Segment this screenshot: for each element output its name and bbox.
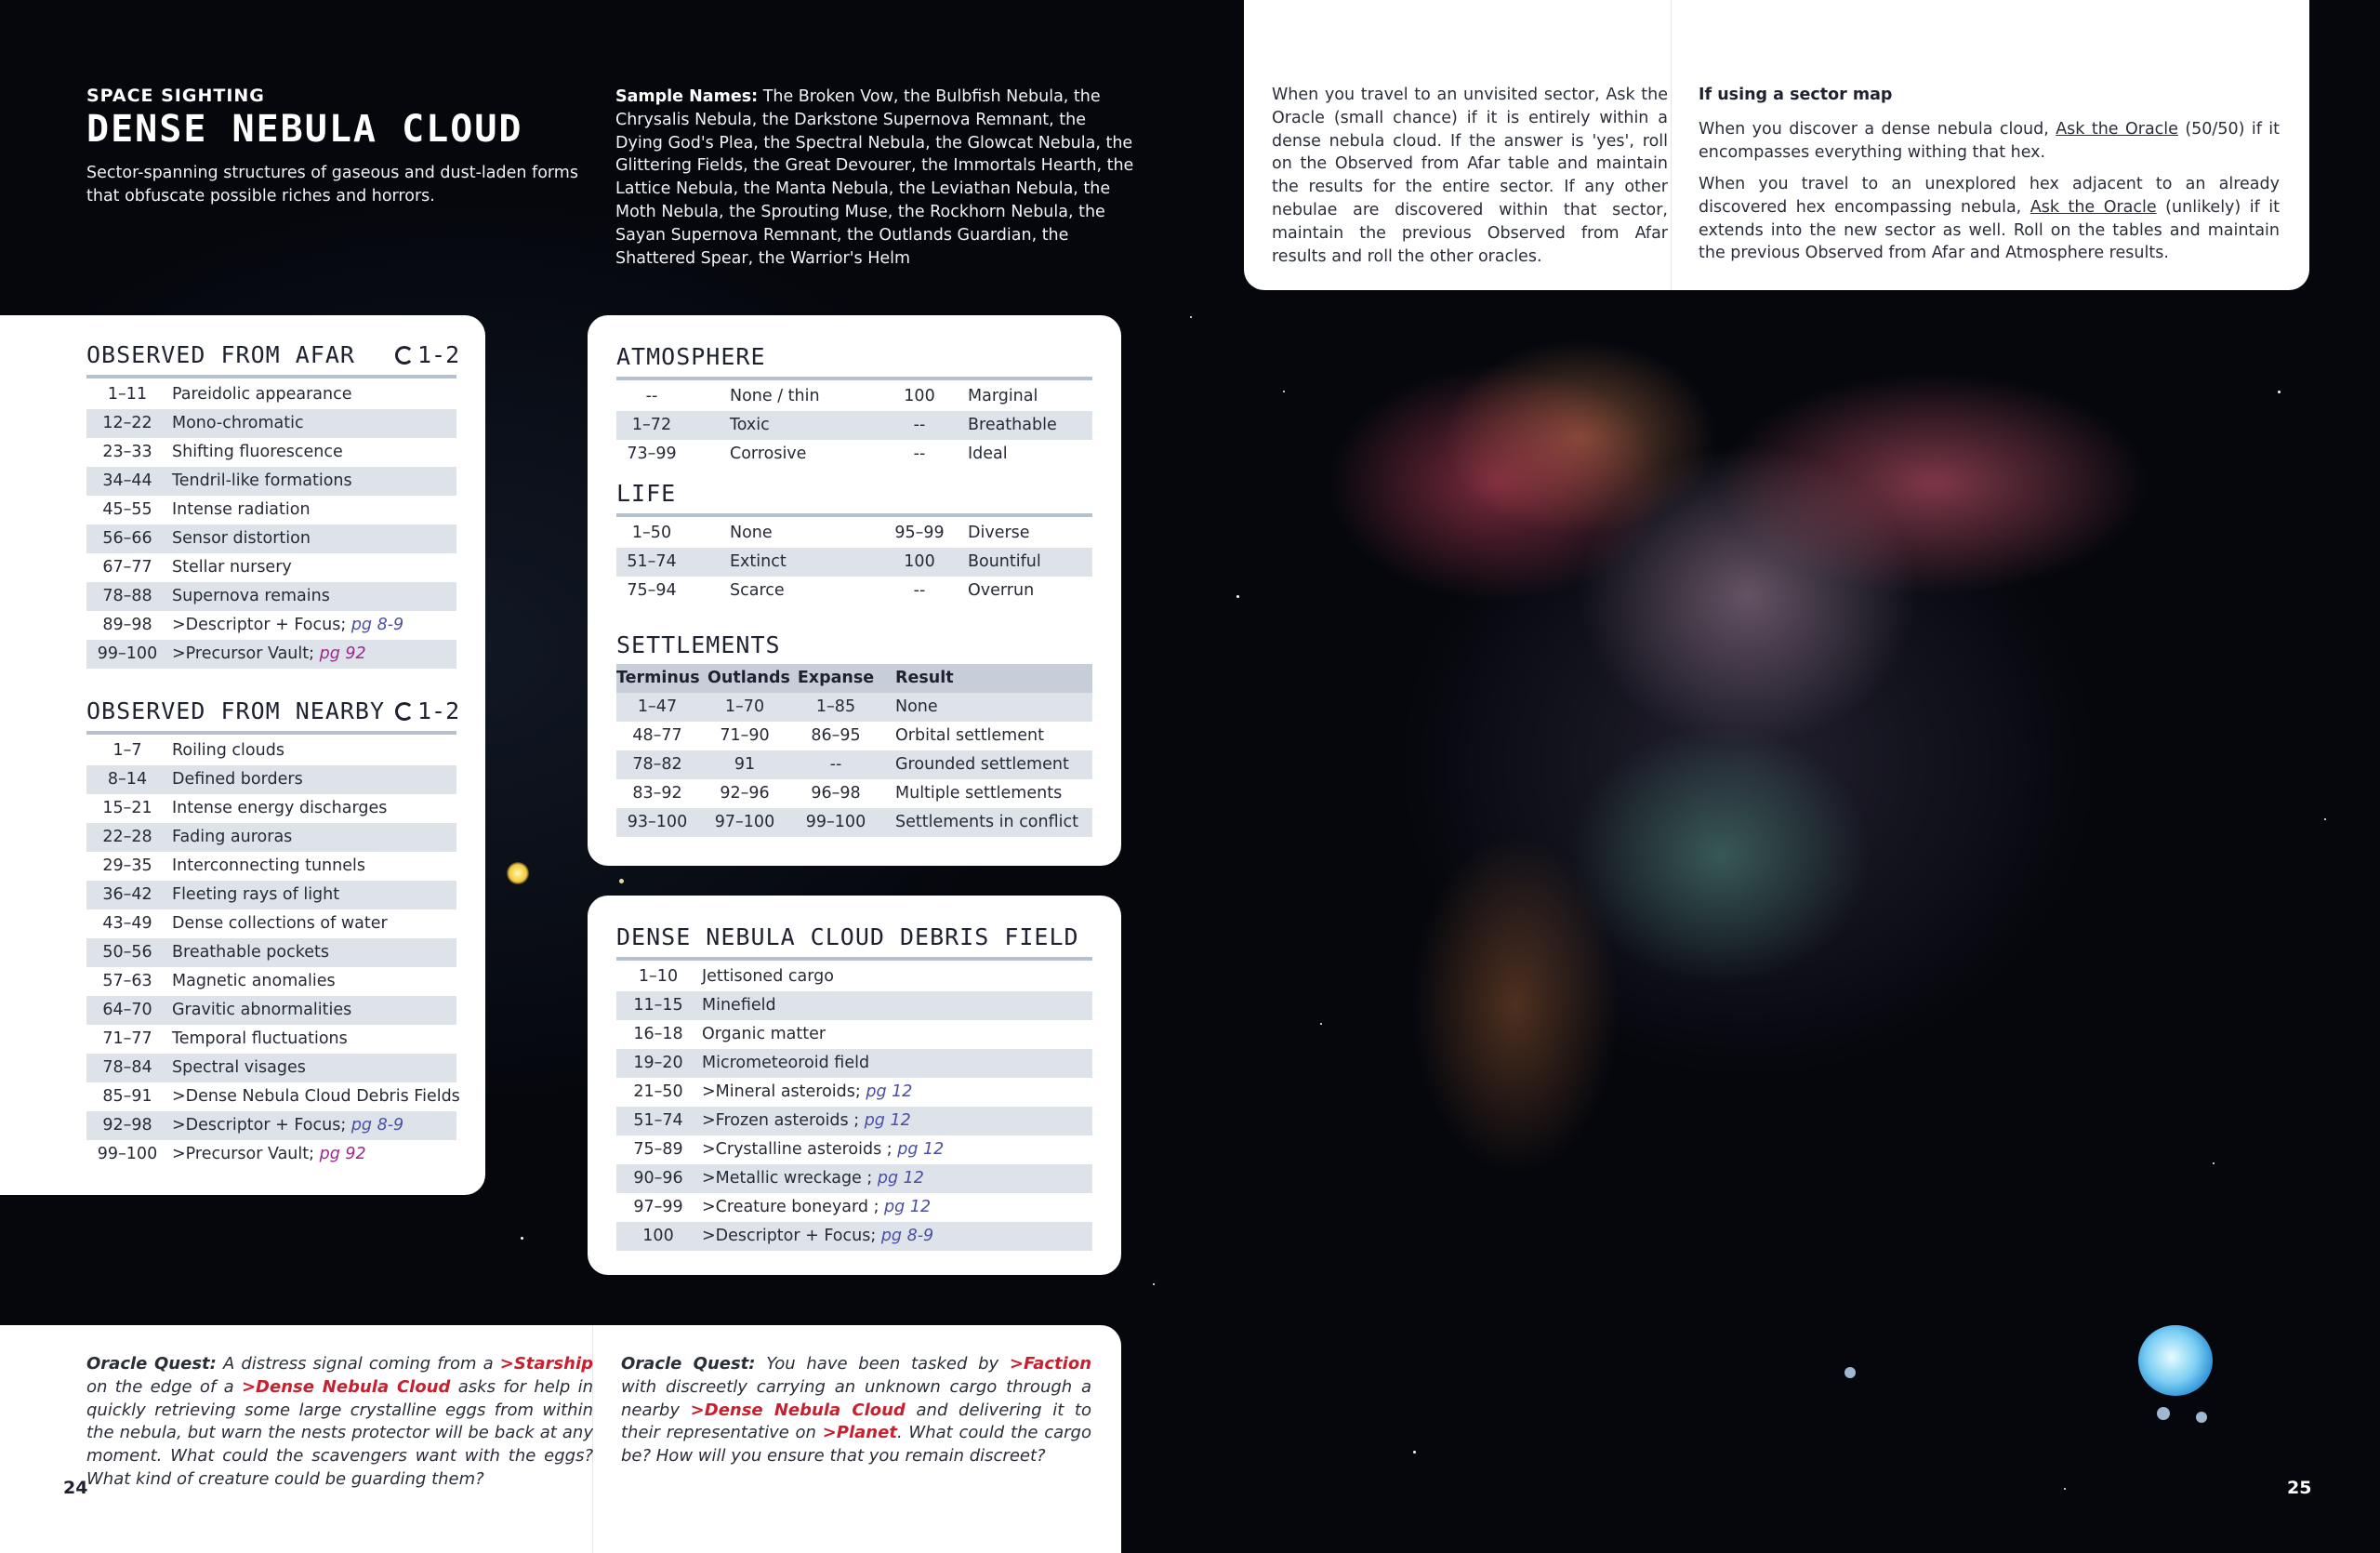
result-cell <box>702 962 834 991</box>
range-cell: 51–74 <box>627 552 677 571</box>
table-row <box>616 548 1092 577</box>
star <box>1153 1283 1155 1285</box>
table-row <box>616 779 1092 808</box>
text: When you travel to an unexplored hex adjacent to an already discovered hex encompassing nebula, <box>1699 175 2280 217</box>
result-cell <box>172 1025 348 1054</box>
text: with discreetly carrying an unknown cargo through a nearby <box>621 1376 1091 1420</box>
result-cell <box>172 881 339 909</box>
result-text: Supernova remains <box>172 587 330 605</box>
range-cell: 11–15 <box>633 996 683 1015</box>
result-cell: Breathable <box>968 416 1057 434</box>
range-cell: 50–56 <box>102 943 152 962</box>
environment-tables-panel <box>588 315 1121 866</box>
range-cell: 1–11 <box>107 385 148 404</box>
result-text: >Descriptor + Focus; <box>702 1227 881 1245</box>
table-row <box>616 519 1092 548</box>
range-cell: 1–10 <box>638 967 679 986</box>
result-text: Temporal fluctuations <box>172 1029 348 1048</box>
sector-map-paragraph-2 <box>1699 173 2280 265</box>
result-cell <box>172 611 403 640</box>
result-cell: Orbital settlement <box>895 726 1044 745</box>
table-row <box>616 1222 1092 1251</box>
table-row <box>616 722 1092 750</box>
page-ref-link[interactable]: pg 8-9 <box>880 1227 934 1245</box>
result-cell <box>172 1054 306 1082</box>
result-cell <box>172 794 387 823</box>
table-rule <box>616 957 1092 961</box>
range-cell: 1–47 <box>637 697 678 716</box>
table-row <box>86 640 456 669</box>
ask-oracle-link[interactable]: Ask the Oracle <box>2030 197 2157 217</box>
range-cell: 1–70 <box>724 697 765 716</box>
range-cell: 78–84 <box>102 1058 152 1077</box>
result-cell <box>702 1164 924 1193</box>
range-cell: 1–7 <box>112 741 142 760</box>
result-cell <box>172 409 304 438</box>
starship-link[interactable]: >Starship <box>499 1354 594 1374</box>
range-cell: -- <box>829 755 842 774</box>
column-header: Outlands <box>707 669 790 687</box>
table-row <box>616 962 1092 991</box>
ask-oracle-link[interactable]: Ask the Oracle <box>2056 120 2178 139</box>
atmosphere-table <box>616 382 1092 469</box>
result-cell: Diverse <box>968 524 1030 542</box>
table-rule <box>86 375 456 378</box>
range-cell: 99–100 <box>97 644 158 663</box>
result-cell <box>172 996 351 1025</box>
range-cell: -- <box>645 387 658 405</box>
result-cell: Corrosive <box>730 445 807 463</box>
range-cell: 67–77 <box>102 558 152 577</box>
text: A distress signal coming from a <box>216 1354 500 1374</box>
text: . What could the cargo be? How will you ensure that you remain discreet? <box>621 1423 1091 1467</box>
range-cell: 78–82 <box>632 755 682 774</box>
result-cell <box>172 438 343 467</box>
dense-nebula-cloud-link[interactable]: >Dense Nebula Cloud <box>690 1400 906 1420</box>
range-cell: 83–92 <box>632 784 682 803</box>
page-ref-link[interactable]: pg 92 <box>319 644 366 663</box>
range-cell: 16–18 <box>633 1025 683 1043</box>
result-text: Intense radiation <box>172 500 311 519</box>
range-cell: 96–98 <box>811 784 861 803</box>
range-cell: 21–50 <box>633 1082 683 1101</box>
table-row <box>86 967 456 996</box>
table-row <box>86 852 456 881</box>
result-cell: Ideal <box>968 445 1008 463</box>
table-row <box>86 881 456 909</box>
planet-link[interactable]: >Planet <box>822 1423 897 1443</box>
result-text: >Descriptor + Focus; <box>172 1116 351 1135</box>
range-cell: 97–100 <box>714 813 775 831</box>
star <box>1236 595 1239 598</box>
range-cell: 15–21 <box>102 799 152 817</box>
dice-label: 1-2 <box>417 341 460 368</box>
range-cell: 99–100 <box>805 813 866 831</box>
range-cell: 89–98 <box>102 616 152 634</box>
text: asks for help in quickly retrieving some large crystalline eggs from within the nebula, but warn the nests protector will be back at any moment. What could the scavengers want with the eggs? What kind of creature could be guarding them? <box>86 1376 594 1489</box>
star <box>2064 1488 2066 1490</box>
life-table <box>616 519 1092 605</box>
table-row <box>86 909 456 938</box>
page-ref-link[interactable]: pg 12 <box>884 1198 932 1216</box>
table-row <box>616 1135 1092 1164</box>
result-cell <box>172 1111 403 1140</box>
result-text: >Crystalline asteroids ; <box>702 1140 898 1159</box>
result-cell <box>702 1107 911 1135</box>
page-ref-link[interactable]: pg 92 <box>319 1145 366 1163</box>
result-cell: Multiple settlements <box>895 784 1063 803</box>
text: and delivering it to their representative on <box>621 1400 1092 1443</box>
table-row <box>86 996 456 1025</box>
table-row <box>616 440 1092 469</box>
result-text: Sensor distortion <box>172 529 311 548</box>
observed-nearby-table <box>86 737 460 1169</box>
table-row <box>86 524 456 553</box>
table-row <box>616 1020 1092 1049</box>
range-cell: 64–70 <box>102 1001 152 1019</box>
table-row <box>86 823 456 852</box>
result-text: Gravitic abnormalities <box>172 1001 352 1019</box>
range-cell: 100 <box>642 1227 674 1245</box>
result-text: Fleeting rays of light <box>172 885 340 904</box>
table-row <box>616 1164 1092 1193</box>
result-cell <box>172 582 330 611</box>
debris-table <box>616 962 1092 1251</box>
page-description: Sector-spanning structures of gaseous and dust-laden forms that obfuscate possible riches and horrors. <box>86 164 578 206</box>
page-ref-link[interactable]: pg 12 <box>864 1111 911 1130</box>
table-row <box>86 1082 460 1111</box>
life-title: LIFE <box>616 480 677 507</box>
section-eyebrow: SPACE SIGHTING <box>86 86 265 106</box>
table-row <box>86 553 456 582</box>
oracle-quest-left <box>86 1353 593 1492</box>
result-text: Stellar nursery <box>172 558 292 577</box>
result-cell <box>172 1082 460 1111</box>
column-header: Result <box>895 669 954 687</box>
result-text: Intense energy discharges <box>172 799 388 817</box>
sample-names-label: Sample Names: <box>615 87 759 106</box>
range-cell: 19–20 <box>633 1054 683 1072</box>
range-cell: 99–100 <box>97 1145 158 1163</box>
range-cell: 29–35 <box>102 856 152 875</box>
reroll-icon <box>395 702 414 721</box>
result-cell <box>172 467 352 496</box>
result-cell: Marginal <box>968 387 1038 405</box>
result-cell <box>702 1193 931 1222</box>
table-row <box>86 409 456 438</box>
range-cell: 23–33 <box>102 443 152 461</box>
range-cell: 100 <box>904 552 935 571</box>
table-row <box>86 380 456 409</box>
range-cell: 1–72 <box>631 416 672 434</box>
observed-nearby-title: OBSERVED FROM NEARBY <box>86 697 386 724</box>
table-row <box>86 582 456 611</box>
sample-names <box>615 86 1136 270</box>
table-row <box>86 1140 456 1169</box>
table-row <box>616 991 1092 1020</box>
result-text: Defined borders <box>172 770 303 789</box>
table-rule <box>616 513 1092 517</box>
oracle-quest-panel <box>0 1325 1121 1553</box>
result-cell <box>172 909 388 938</box>
range-cell: 12–22 <box>102 414 152 432</box>
dense-nebula-cloud-link[interactable]: >Dense Nebula Cloud <box>241 1376 451 1397</box>
result-text: >Precursor Vault; <box>172 644 320 663</box>
result-text: Fading auroras <box>172 828 293 846</box>
result-cell: Settlements in conflict <box>895 813 1078 831</box>
result-text: Dense collections of water <box>172 914 388 933</box>
result-cell <box>172 967 336 996</box>
result-text: Roiling clouds <box>172 741 284 760</box>
result-text: Organic matter <box>702 1025 826 1043</box>
text: on the edge of a <box>86 1376 242 1397</box>
result-text: Minefield <box>702 996 776 1015</box>
column-divider <box>1671 0 1672 290</box>
atmosphere-title: ATMOSPHERE <box>616 343 766 370</box>
travel-rules-text: When you travel to an unvisited sector, Ask the Oracle (small chance) if it is entirely within a dense nebula cloud. If the answer is 'yes', roll on the Observed from Afar table and maintain the results for the entire sector. If any other nebulae are discovered within that sector, maintain the previous Observed from Afar results and roll the other oracles. <box>1272 86 1668 266</box>
range-cell: 75–94 <box>627 581 677 600</box>
result-text: Shifting fluorescence <box>172 443 343 461</box>
table-row <box>86 737 456 765</box>
result-text: Spectral visages <box>172 1058 306 1077</box>
table-row <box>86 1054 456 1082</box>
range-cell: 56–66 <box>102 529 152 548</box>
yellow-star <box>507 862 529 884</box>
result-cell <box>172 852 365 881</box>
star <box>2324 818 2326 820</box>
range-cell: 48–77 <box>632 726 682 745</box>
result-text: Interconnecting tunnels <box>172 856 365 875</box>
result-cell <box>172 765 303 794</box>
range-cell: 1–50 <box>631 524 672 542</box>
star <box>2213 1162 2215 1164</box>
result-text: >Precursor Vault; <box>172 1145 320 1163</box>
range-cell: 78–88 <box>102 587 152 605</box>
column-header: Expanse <box>797 669 875 687</box>
range-cell: 95–99 <box>894 524 945 542</box>
settlements-table <box>616 664 1092 837</box>
result-cell <box>702 1078 912 1107</box>
result-text: >Metallic wreckage ; <box>702 1169 878 1188</box>
range-cell: 71–90 <box>720 726 770 745</box>
result-text: Jettisoned cargo <box>702 967 834 986</box>
result-text: Magnetic anomalies <box>172 972 336 990</box>
page-ref-link[interactable]: pg 12 <box>866 1082 913 1101</box>
range-cell: 34–44 <box>102 471 152 490</box>
text: (unlikely) if it extends into the new sector as well. Roll on the tables and maintain the previous Observed from Afar and Atmosphere results. <box>1699 197 2281 263</box>
moon <box>2157 1407 2170 1420</box>
page-title: DENSE NEBULA CLOUD <box>86 108 523 151</box>
star <box>1413 1451 1416 1453</box>
quest-label: Oracle Quest: <box>86 1354 217 1374</box>
observed-afar-dice <box>395 341 459 368</box>
range-cell: 73–99 <box>627 445 677 463</box>
column-header: Terminus <box>616 669 700 687</box>
range-cell: 86–95 <box>811 726 861 745</box>
result-cell: Toxic <box>730 416 770 434</box>
faction-link[interactable]: >Faction <box>1009 1354 1092 1374</box>
result-text: Breathable pockets <box>172 943 329 962</box>
debris-title: DENSE NEBULA CLOUD DEBRIS FIELD <box>616 923 1079 950</box>
range-cell: 22–28 <box>102 828 152 846</box>
range-cell: 45–55 <box>102 500 152 519</box>
table-row <box>616 1193 1092 1222</box>
table-row <box>616 411 1092 440</box>
result-cell: Grounded settlement <box>895 755 1069 774</box>
range-cell: -- <box>913 416 926 434</box>
moon <box>1844 1367 1856 1378</box>
quest-label: Oracle Quest: <box>621 1354 756 1374</box>
result-cell <box>702 991 776 1020</box>
table-header-row <box>616 664 1092 693</box>
text: When you discover a dense nebula cloud, <box>1699 120 2056 139</box>
table-row <box>616 1078 1092 1107</box>
result-cell <box>172 524 311 553</box>
result-cell: None <box>895 697 938 716</box>
settlements-title: SETTLEMENTS <box>616 631 781 658</box>
result-cell <box>702 1049 869 1078</box>
result-cell <box>172 938 329 967</box>
star <box>1283 391 1285 392</box>
result-cell <box>172 1140 366 1169</box>
page-ref-link[interactable]: pg 8-9 <box>350 616 404 634</box>
observed-afar-table <box>86 380 456 669</box>
observed-nearby-dice <box>395 697 459 724</box>
range-cell: 71–77 <box>102 1029 152 1048</box>
result-cell <box>172 553 292 582</box>
result-text: Tendril-like formations <box>172 471 352 490</box>
result-cell <box>172 496 311 524</box>
table-row <box>616 1049 1092 1078</box>
page-number-right: 25 <box>2287 1478 2312 1498</box>
text: (50/50) if it encompasses everything withing that hex. <box>1699 120 2280 162</box>
range-cell: 93–100 <box>627 813 688 831</box>
table-row <box>616 750 1092 779</box>
result-cell <box>702 1135 944 1164</box>
page-ref-link[interactable]: pg 12 <box>877 1169 924 1188</box>
table-rule <box>616 377 1092 380</box>
rules-panel <box>1244 0 2309 290</box>
table-row <box>86 1025 456 1054</box>
star <box>619 879 624 883</box>
moon <box>2196 1412 2207 1423</box>
table-row <box>86 438 456 467</box>
sample-names-text: The Broken Vow, the Bulbfish Nebula, the Chrysalis Nebula, the Darkstone Supernova Remnant, the Dying God's Plea, the Spectral Nebula, the Glowcat Nebula, the Glittering Fields, the Great Devourer, the Immortals Hearth, the Lattice Nebula, the Manta Nebula, the Leviathan Nebula, the Moth Nebula, the Sprouting Muse, the Rockhorn Nebula, the Sayan Supernova Remnant, the Outlands Guardian, the Shattered Spear, the Warrior's Helm <box>615 87 1134 268</box>
star <box>2278 391 2281 393</box>
table-row <box>86 467 456 496</box>
oracle-quest-right <box>621 1353 1091 1468</box>
table-row <box>86 1111 456 1140</box>
result-text: Mono-chromatic <box>172 414 304 432</box>
table-row <box>86 765 456 794</box>
range-cell: -- <box>913 445 926 463</box>
debris-field-panel <box>588 896 1121 1275</box>
table-row <box>616 1107 1092 1135</box>
result-text: >Dense Nebula Cloud Debris Fields <box>172 1087 460 1106</box>
result-cell: Scarce <box>730 581 785 600</box>
result-cell <box>172 737 284 765</box>
range-cell: 97–99 <box>633 1198 683 1216</box>
observed-tables-panel <box>0 315 485 1195</box>
reroll-icon <box>395 346 414 365</box>
result-cell <box>702 1020 826 1049</box>
table-rule <box>86 731 456 735</box>
range-cell: 36–42 <box>102 885 152 904</box>
range-cell: 1–85 <box>815 697 856 716</box>
table-row <box>616 808 1092 837</box>
page-ref-link[interactable]: pg 12 <box>897 1140 945 1159</box>
range-cell: -- <box>913 581 926 600</box>
table-row <box>86 496 456 524</box>
text: You have been tasked by <box>755 1354 1010 1374</box>
result-cell: Extinct <box>730 552 787 571</box>
result-cell <box>172 380 351 409</box>
star <box>521 1237 523 1240</box>
result-text: >Creature boneyard ; <box>702 1198 885 1216</box>
table-row <box>616 382 1092 411</box>
range-cell: 43–49 <box>102 914 152 933</box>
result-cell: None <box>730 524 773 542</box>
observed-afar-title: OBSERVED FROM AFAR <box>86 341 355 368</box>
range-cell: 100 <box>904 387 935 405</box>
table-row <box>616 693 1092 722</box>
table-row <box>616 577 1092 605</box>
page-number-left: 24 <box>63 1478 88 1498</box>
result-text: Micrometeoroid field <box>702 1054 870 1072</box>
page-ref-link[interactable]: pg 8-9 <box>350 1116 404 1135</box>
result-text: >Frozen asteroids ; <box>702 1111 865 1130</box>
result-cell: Bountiful <box>968 552 1041 571</box>
star <box>1190 316 1192 318</box>
result-text: >Descriptor + Focus; <box>172 616 351 634</box>
table-row <box>86 938 456 967</box>
dice-label: 1-2 <box>417 697 460 724</box>
result-cell: Overrun <box>968 581 1035 600</box>
range-cell: 57–63 <box>102 972 152 990</box>
blue-planet <box>2138 1325 2213 1396</box>
result-cell <box>172 823 292 852</box>
star <box>1320 1023 1322 1025</box>
table-row <box>86 794 456 823</box>
range-cell: 51–74 <box>633 1111 683 1130</box>
range-cell: 92–96 <box>720 784 770 803</box>
sector-map-heading: If using a sector map <box>1699 86 1893 104</box>
result-cell <box>702 1222 933 1251</box>
range-cell: 85–91 <box>102 1087 152 1106</box>
result-cell <box>172 640 366 669</box>
range-cell: 75–89 <box>633 1140 683 1159</box>
result-text: Pareidolic appearance <box>172 385 352 404</box>
range-cell: 91 <box>734 755 756 774</box>
result-cell: None / thin <box>730 387 820 405</box>
range-cell: 92–98 <box>102 1116 152 1135</box>
range-cell: 8–14 <box>107 770 148 789</box>
sector-map-paragraph-1 <box>1699 118 2280 165</box>
result-text: >Mineral asteroids; <box>702 1082 866 1101</box>
table-row <box>86 611 456 640</box>
range-cell: 90–96 <box>633 1169 683 1188</box>
